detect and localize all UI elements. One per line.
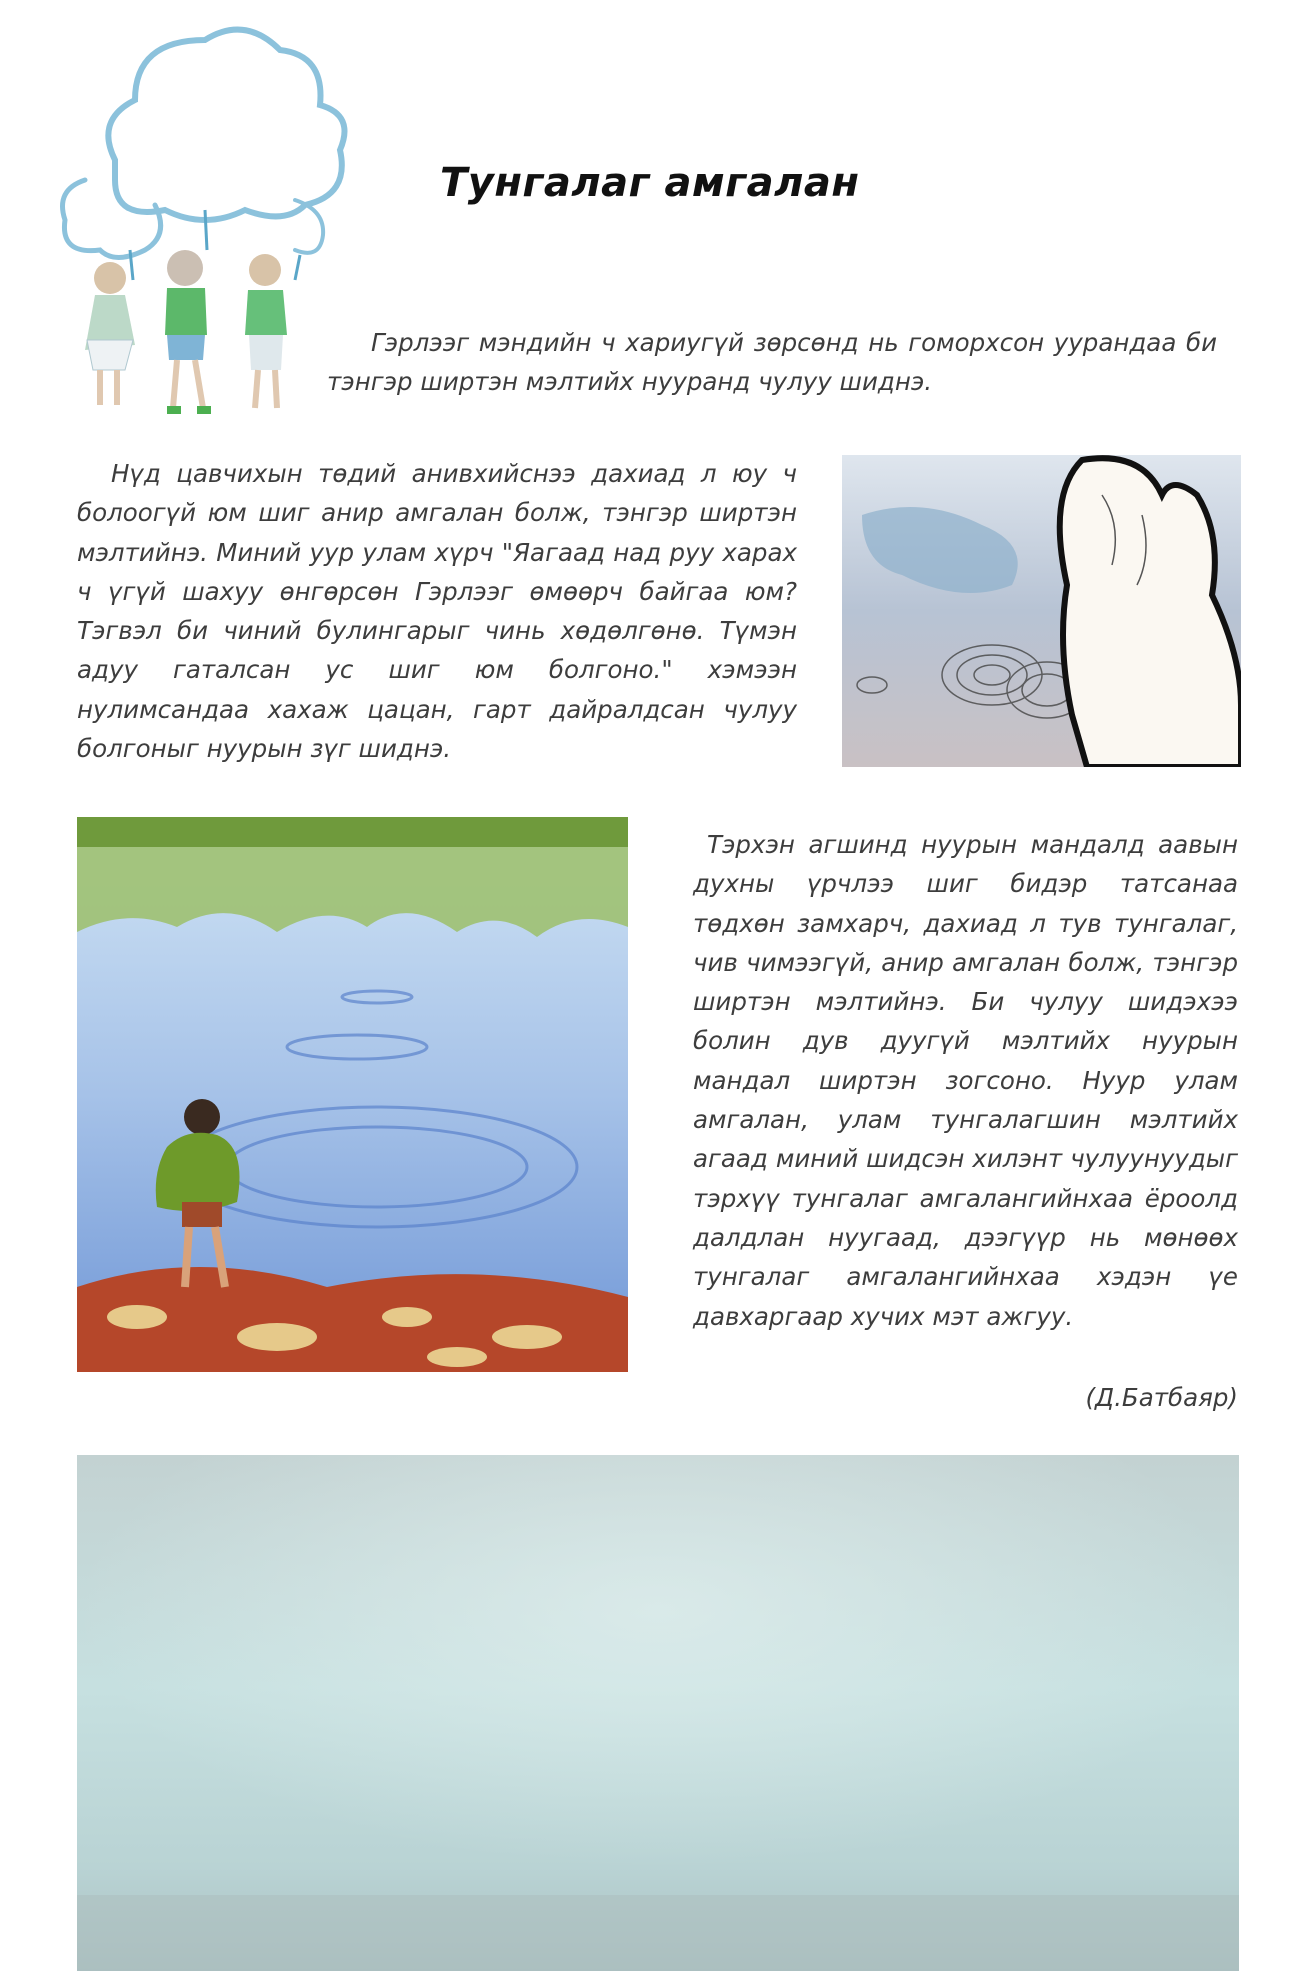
boy-lake-illustration <box>77 817 628 1372</box>
author-credit: (Д.Батбаяр) <box>1085 1383 1238 1412</box>
children-clouds-illustration <box>55 10 355 425</box>
paragraph-2: Нүд цавчихын төдий анивхийснээ дахиад л юу ч болоогүй юм шиг анир амгалан болж, тэнгэр ширтэн мэлтийнэ. Миний уур улам хүрч "Яагаад над руу харах ч үгүй шахуу өнгөрсөн Гэрлээг өмөөрч байгаа юм? Тэгвэл би чиний булингарыг чинь хөдөлгөнө. Түмэн адуу гаталсан ус шиг юм болгоно." хэмээн нулимсандаа хахаж цацан, гарт дайралдсан чулуу болгоныг нуурын зүг шиднэ. <box>77 459 797 764</box>
hand-ripples-illustration <box>842 455 1241 767</box>
paragraph-3: Тэрхэн агшинд нуурын мандалд аавын духны үрчлээ шиг бидэр татсанаа төдхөн замхарч, дахиад л тув тунгалаг, чив чимээгүй, анир амгалан болж, тэнгэр ширтэн мэлтийнэ. Би чулуу шидэхээ болин дув дуугүй мэлтийх нуурын мандал ширтэн зогсоно. Нуур улам амгалан, улам тунгалагшин мэлтийх агаад миний шидсэн хилэнт чулуунуудыг тэрхүү тунгалаг амгалангийнхаа ёроолд далдлан нуугаад, дээгүүр нь мөнөөх тунгалаг амгалангийнхаа хэдэн үе давхаргаар хучих мэт ажгуу. <box>693 830 1238 1331</box>
page-title: Тунгалаг амгалан <box>440 160 860 206</box>
misty-water-photo <box>77 1455 1239 1971</box>
paragraph-1: Гэрлээг мэндийн ч хариугүй зөрсөнд нь гоморхсон уурандаа би тэнгэр ширтэн мэлтийх нууранд чулуу шиднэ. <box>327 328 1217 397</box>
